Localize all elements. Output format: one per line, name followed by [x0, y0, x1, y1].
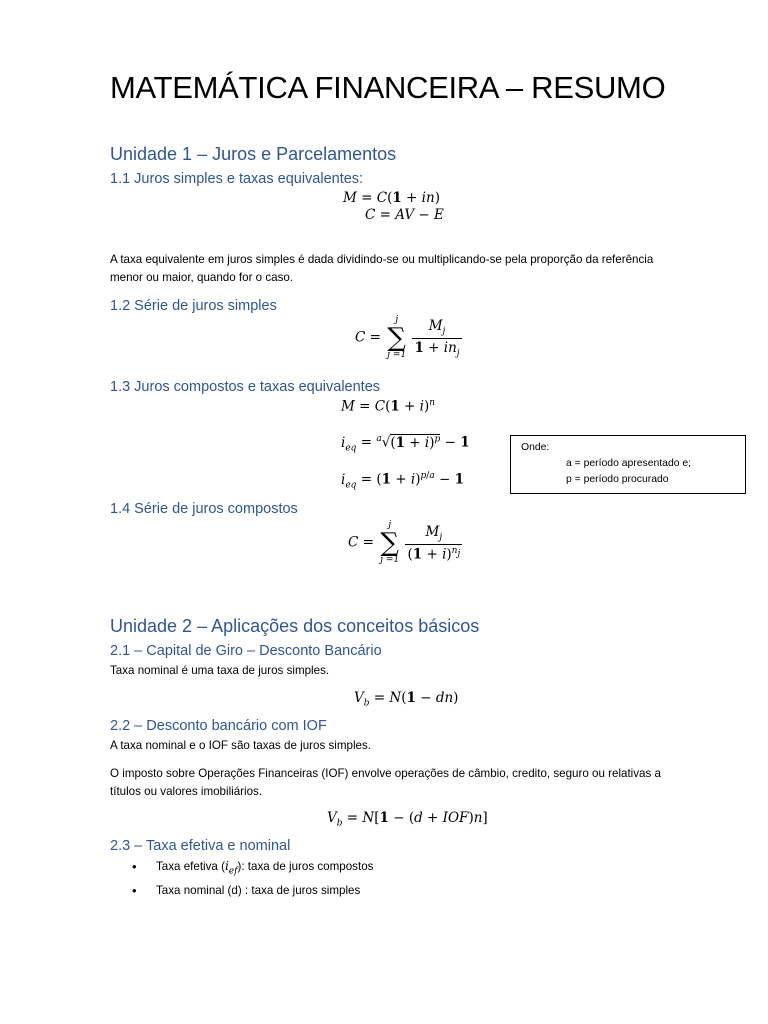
list-item: • Taxa nominal (d) : taxa de juros simples	[110, 881, 670, 900]
section-2-1-heading: 2.1 – Capital de Giro – Desconto Bancário	[110, 643, 382, 659]
formula-desconto-iof: $V_b = N[1 - (d + IOF)n]$	[327, 810, 488, 829]
note-line-a: a = período apresentado e;	[566, 458, 692, 469]
formula-taxa-equivalente-potencia: $i_{eq} = (1 + i)^{p/a} - 1$	[341, 471, 465, 491]
section-2-2-text2: O imposto sobre Operações Financeiras (IOF) envolve operações de câmbio, credito, seguro ou relativas a títulos ou valores imobiliários.	[110, 767, 661, 798]
formula-desconto-bancario: $V_b = N(1 - dn)$	[354, 690, 459, 709]
note-label: Onde:	[521, 442, 550, 453]
section-1-1-heading: 1.1 Juros simples e taxas equivalentes:	[110, 171, 364, 187]
page-title: MATEMÁTICA FINANCEIRA – RESUMO	[110, 70, 666, 105]
formula-serie-juros-simples: C = j ∑ j =1 $\frac{M_j}{1 + in_j}$	[355, 315, 460, 360]
unit2-heading: Unidade 2 – Aplicações dos conceitos básicos	[110, 616, 480, 636]
section-1-2-heading: 1.2 Série de juros simples	[110, 298, 277, 314]
section-2-1-text: Taxa nominal é uma taxa de juros simples.	[110, 664, 330, 677]
formula-capital: C = AV − E	[365, 207, 444, 223]
list-item: • Taxa efetiva $(i_{ef})$: taxa de juros compostos	[110, 857, 670, 881]
note-box	[510, 435, 746, 494]
formula-montante-composto: $M = C(1 + i)^n$	[341, 398, 436, 415]
formula-serie-juros-compostos: C = j ∑ j =1 $\frac{M_j}{(1 + i)^{n_j}}$	[348, 520, 461, 565]
section-1-1-paragraph: A taxa equivalente em juros simples é dada dividindo-se ou multiplicando-se pela proporção da referência menor ou maior, quando for o caso.	[110, 253, 654, 284]
note-line-p: p = período procurado	[566, 474, 669, 485]
section-1-3-heading: 1.3 Juros compostos e taxas equivalentes	[110, 379, 381, 395]
section-2-2-heading: 2.2 – Desconto bancário com IOF	[110, 718, 327, 734]
formula-taxa-equivalente-raiz: $i_{eq} = ^a√(1 + i)^p - 1$	[341, 434, 470, 454]
formula-montante-simples: M = C(1 + in)	[343, 190, 440, 206]
section-2-3-heading: 2.3 – Taxa efetiva e nominal	[110, 838, 291, 854]
section-1-4-heading: 1.4 Série de juros compostos	[110, 501, 298, 517]
unit1-heading: Unidade 1 – Juros e Parcelamentos	[110, 144, 397, 164]
section-2-3-bullet-list	[110, 857, 670, 900]
section-2-2-text1: A taxa nominal e o IOF são taxas de juros simples.	[110, 739, 371, 752]
